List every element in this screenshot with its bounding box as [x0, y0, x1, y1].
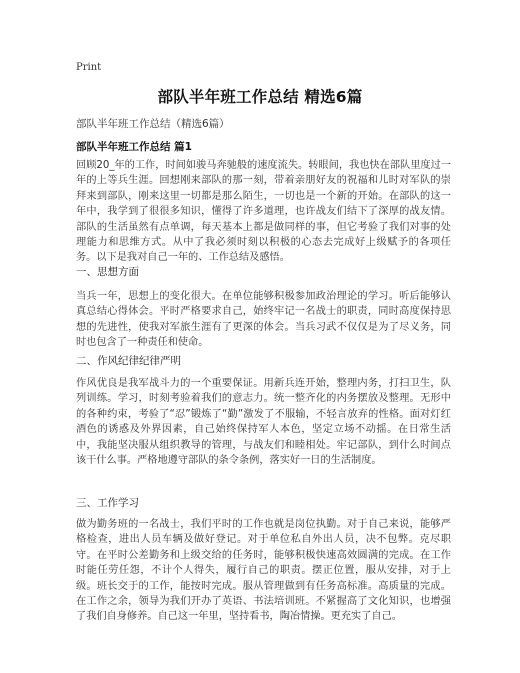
work-paragraph: 做为勤务班的一名战士，我们平时的工作也就是岗位执勤。对于自己来说，能够严格检查，进出人员车辆及做好登记。对于单位私自外出人员，决不包弊。克尽职守。在平时公差勤务和上级交给的任务时，能够积极快速高效圆满的完成。在工作时能任劳任怨，不计个人得失，履行自己的职责。摆正位置，服从安排，对于上级。班长交于的工作，能按时完成。服从管理做到有任务高标准。高质量的完成。在工作之余，领导为我们开办了英语、书法培训班。不紧握高了文化知识，也增强了我们自身修养。自己这一年里，坚持看书，陶冶情操。更充实了自己。	[76, 519, 451, 623]
thought-paragraph: 当兵一年，思想上的变化很大。在单位能够积极参加政治理论的学习。听后能够认真总结心得体会。平时严格要求自己，始终牢记一名战士的职责，同时高度保持思想的先进性，使我对军旅生涯有了更深的体会。当兵习武不仅仅是为了尽义务，同时也包含了一种责任和使命。	[76, 291, 451, 349]
print-link[interactable]: Print	[76, 62, 102, 73]
heading-thought: 一、思想方面	[76, 266, 139, 278]
page-title: 部队半年班工作总结 精选6篇	[157, 88, 363, 106]
section-heading: 部队半年班工作总结 篇1	[76, 141, 192, 153]
document-subtitle: 部队半年班工作总结（精选6篇）	[76, 118, 230, 130]
intro-paragraph: 回顾20_年的工作，时间如骏马奔驰般的速度流失。转眼间，我也快在部队里度过一年的上等兵生涯。回想刚来部队的那一刻，带着亲朋好友的祝福和儿时对军队的崇拜来到部队，刚来这里一切都是那么陌生，一切也是一个新的开始。在部队的这一年中，我学到了很很多知识，懂得了许多道理，也许战友们结下了深厚的战友情。部队的生活虽然有点单调，每天基本上都是做同样的事，但它考验了我们对事的处理能力和思维方式。从中了我必须时刻以积极的心态去完成好上级赋予的各项任务。以下是我对自己一年的、工作总结及感悟。	[76, 160, 451, 264]
heading-work: 三、工作学习	[76, 497, 139, 509]
discipline-paragraph: 作风优良是我军战斗力的一个重要保证。用新兵连开始，整理内务，打扫卫生，队列训练。学习，时刻考验着我们的意志力。统一整齐化的内务摆放及整理。无形中的各种约束，考验了“忍”锻炼了“勤”激发了不服输，不轻言放弃的性格。面对灯红酒色的诱惑及外界因素，自己始终保持军人本色，坚定立场不动摇。在日常生活中，我能坚决服从组织教导的管理，与战友们和睦相处。牢记部队，到什么时间点该干什么事。严格地遵守部队的条令条例，落实好一日的生活制度。	[76, 378, 451, 467]
heading-discipline: 二、作风纪律纪律严明	[76, 355, 181, 367]
